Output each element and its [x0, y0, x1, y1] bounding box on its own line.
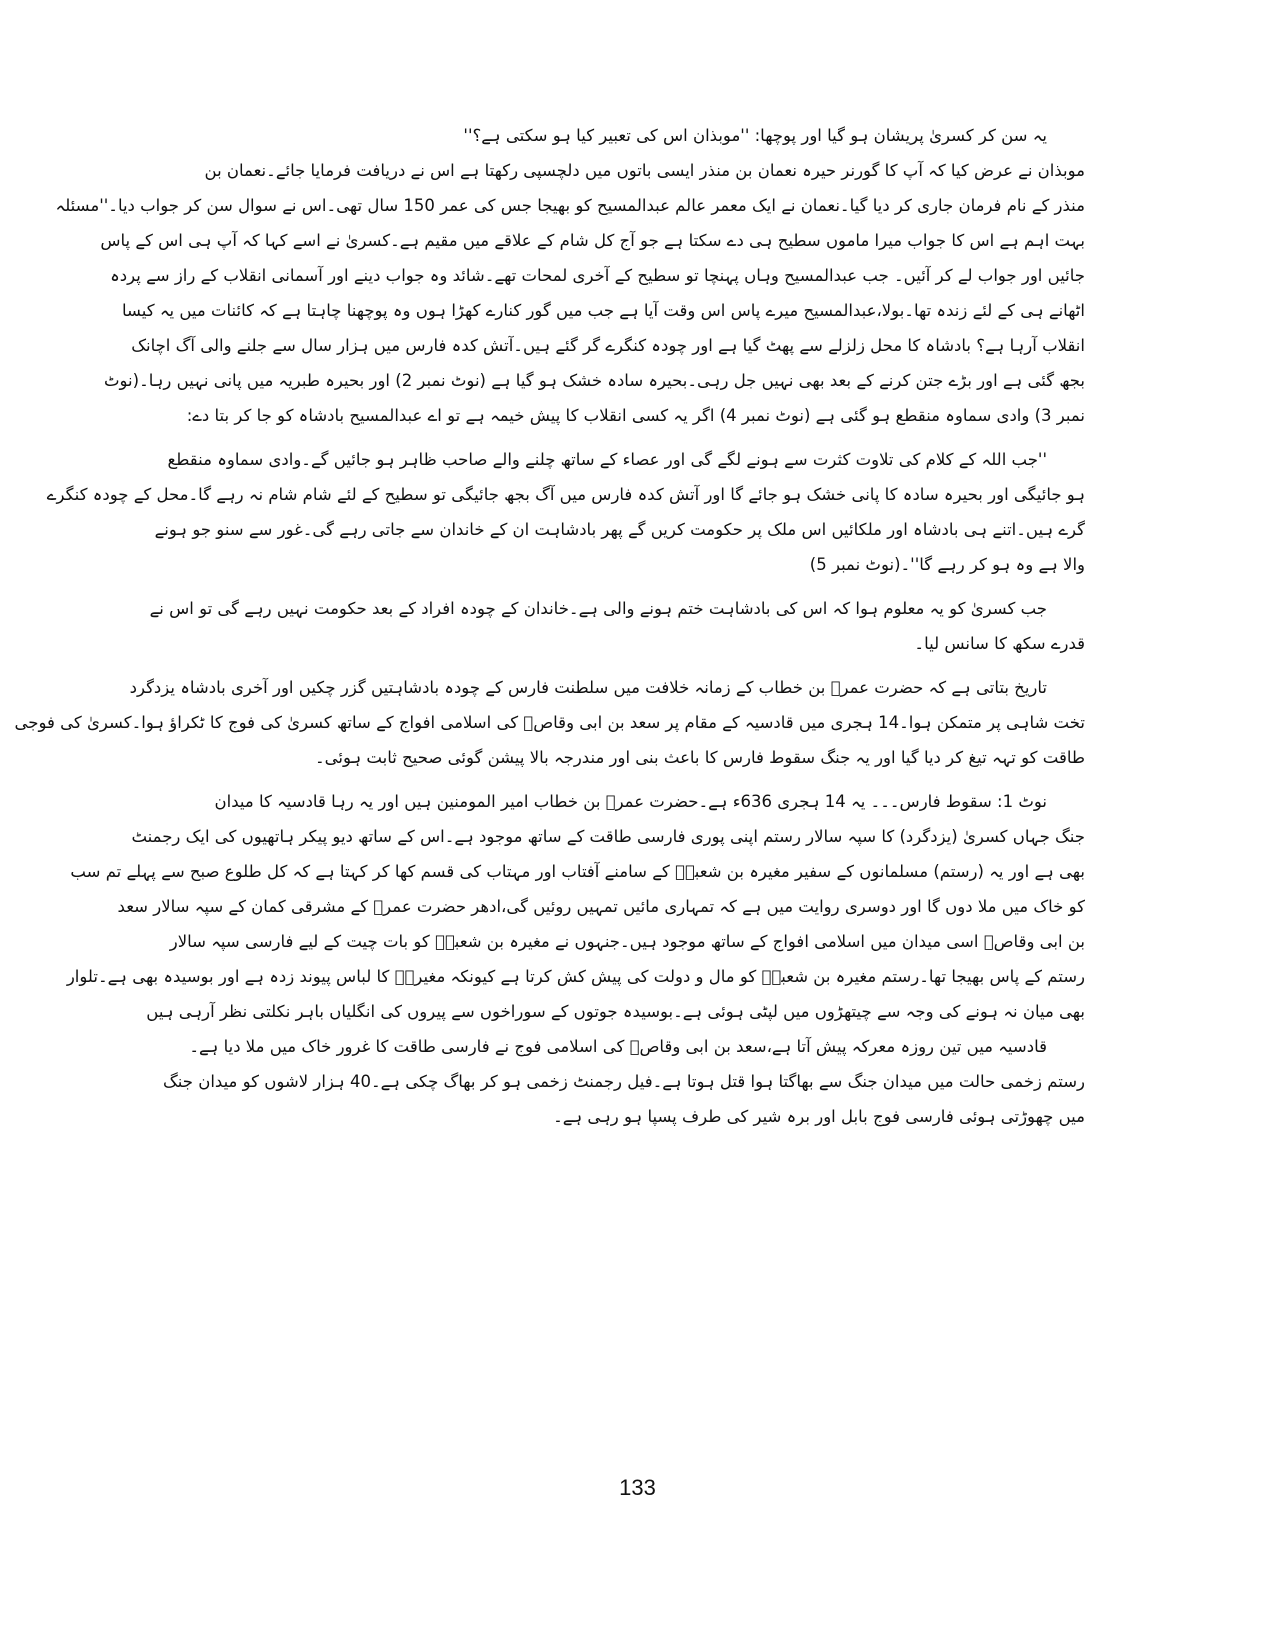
- text-line: جب کسریٰ کو یہ معلوم ہوا کہ اس کی بادشاہت ختم ہونے والی ہے۔خاندان کے چودہ افراد کے بعد حکومت نہیں رہے گی تو اس نے: [149, 599, 1047, 618]
- text-line: گرے ہیں۔اتنے ہی بادشاہ اور ملکائیں اس ملک پر حکومت کریں گے پھر بادشاہت ان کے خاندان سے جاتی رہے گی۔غور سے سنو جو ہونے: [154, 520, 1085, 539]
- text-line: جائیں اور جواب لے کر آئیں۔ جب عبدالمسیح وہاں پہنچا تو سطیح کے آخری لمحات تھے۔شائد وہ جواب دینے اور آسمانی انقلاب کے راز سے پردہ: [110, 266, 1085, 285]
- text-line: موبذان نے عرض کیا کہ آپ کا گورنر حیرہ نعمان بن منذر ایسی باتوں میں دلچسپی رکھتا ہے اس نے دریافت فرمایا جائے۔نعمان بن: [204, 161, 1085, 180]
- text-line: تخت شاہی پر متمکن ہوا۔14 ہجری میں قادسیہ کے مقام پر سعد بن ابی وقاصؓ کی اسلامی افواج کے ساتھ کسریٰ کی فوج کا ٹکراؤ ہوا۔کسریٰ کی فوجی: [14, 713, 1085, 732]
- text-line: نوٹ 1: سقوط فارس۔۔۔ یہ 14 ہجری 636ء ہے۔حضرت عمرؓ بن خطاب امیر المومنین ہیں اور یہ رہا قادسیہ کا میدان: [214, 792, 1047, 811]
- text-line: یہ سن کر کسریٰ پریشان ہو گیا اور پوچھا: ''موبذان اس کی تعبیر کیا ہو سکتی ہے؟'': [463, 126, 1047, 145]
- text-line: قادسیہ میں تین روزہ معرکہ پیش آتا ہے،سعد بن ابی وقاصؓ کی اسلامی فوج نے فارسی طاقت کا غرور خاک میں ملا دیا ہے۔: [189, 1037, 1047, 1056]
- text-line: میں چھوڑتی ہوئی فارسی فوج بابل اور برہ شیر کی طرف پسپا ہو رہی ہے۔: [553, 1107, 1085, 1126]
- paragraph-3: [149, 591, 1085, 661]
- text-line: ہو جائیگی اور بحیرہ سادہ کا پانی خشک ہو جائے گا اور آتش کدہ فارس میں آگ بجھ جائیگی تو سطیح کے لئے شام شام نہ رہے گا۔محل کے چودہ کنگرے: [46, 485, 1085, 504]
- text-line: تاریخ بتاتی ہے کہ حضرت عمرؓ بن خطاب کے زمانہ خلافت میں سلطنت فارس کے چودہ بادشاہتیں گزر چکیں اور آخری بادشاہ یزدگرد: [129, 678, 1047, 697]
- text-line: طاقت کو تہہ تیغ کر دیا گیا اور یہ جنگ سقوط فارس کا باعث بنی اور مندرجہ بالا پیشن گوئی صحیح ثابت ہوئی۔: [314, 748, 1085, 767]
- text-line: بن ابی وقاصؓ اسی میدان میں اسلامی افواج کے ساتھ موجود ہیں۔جنہوں نے مغیرہ بن شعبہؓ کو بات چیت کے لیے فارسی سپہ سالار: [169, 932, 1085, 951]
- text-line: بھی میان نہ ہونے کی وجہ سے چیتھڑوں میں لپٹی ہوئی ہے۔بوسیدہ جوتوں کے سوراخوں سے پیروں کی انگلیاں باہر نکلتی نظر آرہی ہیں: [146, 1002, 1085, 1021]
- text-line: قدرے سکھ کا سانس لیا۔: [914, 634, 1085, 653]
- text-line: اٹھانے ہی کے لئے زندہ تھا۔بولا،عبدالمسیح میرے پاس اس وقت آیا ہے جب میں گور کنارے کھڑا ہوں وہ پوچھنا چاہتا ہے کہ کائنات میں یہ کیسا: [122, 301, 1085, 320]
- text-line: ''جب اللہ کے کلام کی تلاوت کثرت سے ہونے لگے گی اور عصاء کے ساتھ چلنے والے صاحب ظاہر ہو جائیں گے۔وادی سماوہ منقطع: [167, 450, 1047, 469]
- paragraph-2-quote: [46, 442, 1085, 582]
- text-line: نمبر 3) وادی سماوہ منقطع ہو گئی ہے (نوٹ نمبر 4) اگر یہ کسی انقلاب کا پیش خیمہ ہے تو اے عبدالمسیح بادشاہ کو جا کر بتا دے:: [186, 406, 1085, 425]
- text-line: انقلاب آرہا ہے؟ بادشاہ کا محل زلزلے سے پھٹ گیا ہے اور چودہ کنگرے گر گئے ہیں۔آتش کدہ فارس میں ہزار سال سے جلنے والی آگ اچانک: [131, 336, 1085, 355]
- body-text: [14, 118, 1085, 1143]
- text-line: رستم زخمی حالت میں میدان جنگ سے بھاگتا ہوا قتل ہوتا ہے۔فیل رجمنٹ زخمی ہو کر بھاگ چکی ہے۔40 ہزار لاشوں کو میدان جنگ: [163, 1072, 1085, 1091]
- text-line: بجھ گئی ہے اور بڑے جتن کرنے کے بعد بھی نہیں جل رہی۔بحیرہ سادہ خشک ہو گیا ہے (نوٹ نمبر 2) اور بحیرہ طبریہ میں پانی نہیں رہا۔(نوٹ: [103, 371, 1085, 390]
- paragraph-4: [14, 670, 1085, 775]
- text-line: رستم کے پاس بھیجا تھا۔رستم مغیرہ بن شعبہؓ کو مال و دولت کی پیش کش کرتا ہے کیونکہ مغیرہؓ کا لباس پیوند زدہ ہے اور بوسیدہ بھی ہے۔تلوار: [66, 967, 1085, 986]
- text-line: کو خاک میں ملا دوں گا اور دوسری روایت میں ہے کہ تمہاری مائیں تمہیں روئیں گی،ادھر حضرت عمرؓ کے مشرقی کمان کے سپہ سالار سعد: [117, 897, 1085, 916]
- page-number: 133: [619, 1475, 656, 1500]
- text-line: منذر کے نام فرمان جاری کر دیا گیا۔نعمان نے ایک معمر عالم عبدالمسیح کو بھیجا جس کی عمر 150 سال تھی۔اس نے سوال سن کر جواب دیا۔''مسئلہ: [55, 196, 1085, 215]
- paragraph-5-note: [66, 784, 1085, 1134]
- text-line: بہت اہم ہے اس کا جواب میرا ماموں سطیح ہی دے سکتا ہے جو آج کل شام کے علاقے میں مقیم ہے۔کسریٰ نے اسے کہا کہ آپ ہی اس کے پاس: [100, 231, 1085, 250]
- paragraph-1: [55, 118, 1085, 433]
- text-line: بھی ہے اور یہ (رستم) مسلمانوں کے سفیر مغیرہ بن شعبہؓ کے سامنے آفتاب اور مہتاب کی قسم کھا کر کہتا ہے کہ کل طلوع صبح سے پہلے تم سب: [70, 862, 1085, 881]
- text-line: جنگ جہاں کسریٰ (یزدگرد) کا سپہ سالار رستم اپنی پوری فارسی طاقت کے ساتھ موجود ہے۔اس کے ساتھ دیو پیکر ہاتھیوں کی ایک رجمنٹ: [131, 827, 1085, 846]
- text-line: والا ہے وہ ہو کر رہے گا''۔(نوٹ نمبر 5): [809, 555, 1085, 574]
